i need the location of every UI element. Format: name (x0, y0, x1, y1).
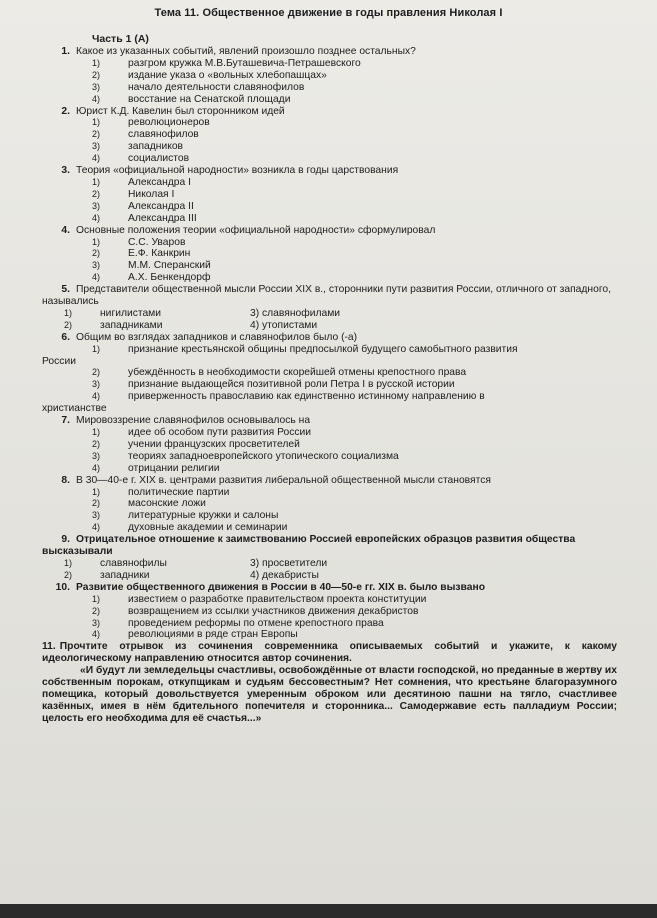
answer-option (42, 344, 617, 356)
option-number: 1) (91, 57, 100, 68)
answer-option (42, 94, 617, 106)
option-text: 3) просветители (250, 557, 328, 569)
question-stem (42, 641, 617, 665)
option-text: приверженность православию как единственно истинному направлению в (128, 391, 485, 403)
option-number: 2) (91, 129, 100, 140)
option-number: 2) (91, 188, 100, 199)
option-number: 3) (91, 141, 100, 152)
part-title: Часть 1 (А) (92, 33, 149, 45)
option-text: славянофилы (100, 557, 167, 569)
answer-option (42, 153, 617, 165)
question-number: 9. (61, 534, 70, 546)
question-number: 4. (61, 224, 70, 236)
answer-option (42, 177, 617, 189)
question-text: Отрицательное отношение к заимствованию Россией европейских образцов развития общества высказывали (42, 534, 576, 558)
answer-option-pair (42, 570, 617, 582)
option-text-continuation: христианстве (42, 403, 107, 415)
question-block (42, 534, 617, 582)
option-text: Николая I (128, 188, 175, 200)
question-text: Прочтите отрывок из сочинения современника описываемых событий и укажите, к какому идеологическому направлению относится автор сочинения. (42, 641, 617, 665)
option-text: отрицании религии (128, 462, 220, 474)
option-number: 3) (91, 510, 100, 521)
answer-option (42, 451, 617, 463)
option-number: 3) (91, 200, 100, 211)
option-number: 4) (91, 522, 100, 533)
question-number: 2. (61, 105, 70, 117)
option-text: славянофилов (128, 129, 199, 141)
option-text: нигилистами (100, 307, 162, 319)
option-text: восстание на Сенатской площади (128, 93, 291, 105)
option-text: литературные кружки и салоны (128, 510, 279, 522)
option-text: 4) декабристы (250, 569, 319, 581)
answer-option (42, 618, 617, 630)
option-text: революционеров (128, 117, 210, 129)
answer-option (42, 367, 617, 379)
option-text: социалистов (128, 153, 190, 165)
option-number: 1) (91, 176, 100, 187)
option-text: духовные академии и семинарии (128, 522, 288, 534)
option-text: западниками (100, 319, 163, 331)
question-text: Общим во взглядах западников и славянофилов было (-а) (76, 331, 358, 343)
question-block (42, 284, 617, 332)
answer-option (42, 427, 617, 439)
question-text: Развитие общественного движения в России в 40—50-е гг. XIX в. было вызвано (76, 581, 485, 593)
option-text: 3) славянофилами (250, 307, 341, 319)
option-number: 4) (91, 391, 100, 402)
option-text: издание указа о «вольных хлебопашцах» (128, 69, 327, 81)
question-number: 3. (61, 165, 70, 177)
answer-option (42, 58, 617, 70)
option-number: 2) (91, 498, 100, 509)
option-number: 3) (91, 260, 100, 271)
answer-option (42, 487, 617, 499)
question-block (42, 165, 617, 225)
option-text: Александра I (128, 176, 191, 188)
option-text-continuation: России (42, 355, 76, 367)
answer-option (42, 213, 617, 225)
answer-option (42, 522, 617, 534)
question-stem (42, 415, 617, 427)
option-number: 1) (91, 427, 100, 437)
option-number: 2) (91, 367, 100, 378)
option-number: 3) (91, 379, 100, 390)
question-text: Представители общественной мысли России XIX в., сторонники пути развития России, отличного от западного, назывались (42, 284, 611, 308)
option-number: 3) (91, 450, 100, 461)
answer-option-pair (42, 320, 617, 332)
question-number: 7. (61, 415, 70, 427)
question-stem (42, 475, 617, 487)
option-text: Е.Ф. Канкрин (128, 248, 191, 260)
question-text: Юрист К.Д. Кавелин был сторонником идей (76, 105, 285, 117)
option-number: 4) (91, 272, 100, 283)
option-number: 2) (63, 319, 72, 330)
option-number: 4) (91, 153, 100, 164)
document-title: Тема 11. Общественное движение в годы правления Николая I (154, 7, 503, 19)
answer-option (42, 606, 617, 618)
page-edge-shadow (0, 904, 657, 918)
question-block (42, 582, 617, 642)
question-block (42, 46, 617, 106)
answer-option (42, 237, 617, 249)
question-block (42, 475, 617, 535)
answer-option (42, 498, 617, 510)
option-text: М.М. Сперанский (128, 260, 211, 272)
option-text: теориях западноевропейского утопического социализма (128, 450, 399, 462)
option-number: 1) (91, 486, 100, 497)
answer-option (42, 189, 617, 201)
option-number: 2) (63, 569, 72, 580)
question-stem (42, 106, 617, 118)
option-number: 2) (91, 69, 100, 80)
option-text: проведением реформы по отмене крепостного права (128, 617, 384, 629)
question-stem (42, 534, 617, 558)
option-number: 4) (91, 93, 100, 104)
option-text: возвращением из ссылки участников движения декабристов (128, 605, 419, 617)
answer-option (42, 260, 617, 272)
option-number: 1) (91, 117, 100, 128)
option-text: С.С. Уваров (128, 236, 186, 248)
option-text: идее об особом пути развития России (128, 427, 312, 438)
question-number: 5. (61, 284, 70, 296)
question-number: 6. (61, 331, 70, 343)
option-text: Александра II (128, 200, 194, 212)
answer-option (42, 70, 617, 82)
answer-option (42, 463, 617, 475)
answer-option (42, 141, 617, 153)
option-text: убеждённость в необходимости скорейшей отмены крепостного права (128, 367, 467, 379)
question-number: 10. (55, 581, 70, 593)
answer-option (42, 510, 617, 522)
question-block (42, 332, 617, 415)
question-text: Какое из указанных событий, явлений произошло позднее остальных? (76, 46, 416, 57)
option-text: известием о разработке правительством проекта конституции (128, 593, 427, 605)
question-block (42, 641, 617, 724)
question-stem (42, 582, 617, 594)
question-stem (42, 46, 617, 58)
answer-option (42, 272, 617, 284)
option-text: А.Х. Бенкендорф (128, 272, 211, 284)
option-text: западников (128, 141, 184, 153)
option-text: начало деятельности славянофилов (128, 81, 305, 93)
option-text: разгром кружка М.В.Буташевича-Петрашевского (128, 57, 361, 69)
question-number: 11. (42, 641, 56, 653)
question-stem (42, 165, 617, 177)
answer-option (42, 439, 617, 451)
answer-option (42, 117, 617, 129)
source-quote: «И будут ли земледельцы счастливы, освобождённые от власти господской, но преданные в жертву их собственным порокам, откупщикам и судьям бессовестным? Нет сомнения, что крестьяне благоразумного помещика, который довольствуется умеренным оброком или десятиною пашни на тягло, счастливее казённых, имея в нём бдительного попечителя и сторонника... Самодержавие есть палладиум России; целость его необходима для её счастья...» (42, 665, 617, 724)
question-block (42, 225, 617, 285)
answer-option-pair (42, 308, 617, 320)
question-block (42, 106, 617, 166)
option-number: 4) (91, 212, 100, 223)
option-number: 4) (91, 629, 100, 640)
option-text: западники (100, 569, 150, 581)
option-number: 2) (91, 248, 100, 259)
option-number: 4) (91, 462, 100, 473)
question-text: Основные положения теории «официальной народности» сформулировал (76, 224, 436, 236)
answer-option (42, 379, 617, 391)
option-text: масонские ложи (128, 498, 206, 510)
option-number: 1) (91, 236, 100, 247)
option-text: учении французских просветителей (128, 438, 300, 450)
option-text: признание выдающейся позитивной роли Петра I в русской истории (128, 379, 455, 391)
answer-option (42, 82, 617, 94)
question-stem (42, 332, 617, 344)
questions-list (42, 46, 617, 725)
option-text: 4) утопистами (250, 319, 318, 331)
option-number: 2) (91, 605, 100, 616)
answer-option (42, 201, 617, 213)
question-text: Мировоззрение славянофилов основывалось на (76, 415, 311, 427)
question-text: Теория «официальной народности» возникла в годы царствования (76, 165, 399, 177)
answer-option (42, 629, 617, 641)
answer-option (42, 391, 617, 403)
option-number: 1) (91, 593, 100, 604)
question-stem (42, 225, 617, 237)
answer-option (42, 248, 617, 260)
option-number: 3) (91, 81, 100, 92)
option-text: политические партии (128, 486, 230, 498)
question-number: 8. (61, 474, 70, 486)
option-number: 2) (91, 438, 100, 449)
option-text: революциями в ряде стран Европы (128, 629, 298, 641)
question-text: В 30—40-е г. XIX в. центрами развития либеральной общественной мысли становятся (76, 474, 491, 486)
question-block (42, 415, 617, 475)
option-text: Александра III (128, 212, 197, 224)
option-number: 3) (91, 617, 100, 628)
answer-option (42, 129, 617, 141)
answer-option (42, 594, 617, 606)
option-number: 1) (63, 557, 72, 568)
option-text: признание крестьянской общины предпосылкой будущего самобытного развития (128, 343, 518, 355)
question-number: 1. (61, 46, 70, 57)
option-number: 1) (63, 307, 72, 318)
option-number: 1) (91, 343, 100, 354)
answer-option-pair (42, 558, 617, 570)
question-stem (42, 284, 617, 308)
